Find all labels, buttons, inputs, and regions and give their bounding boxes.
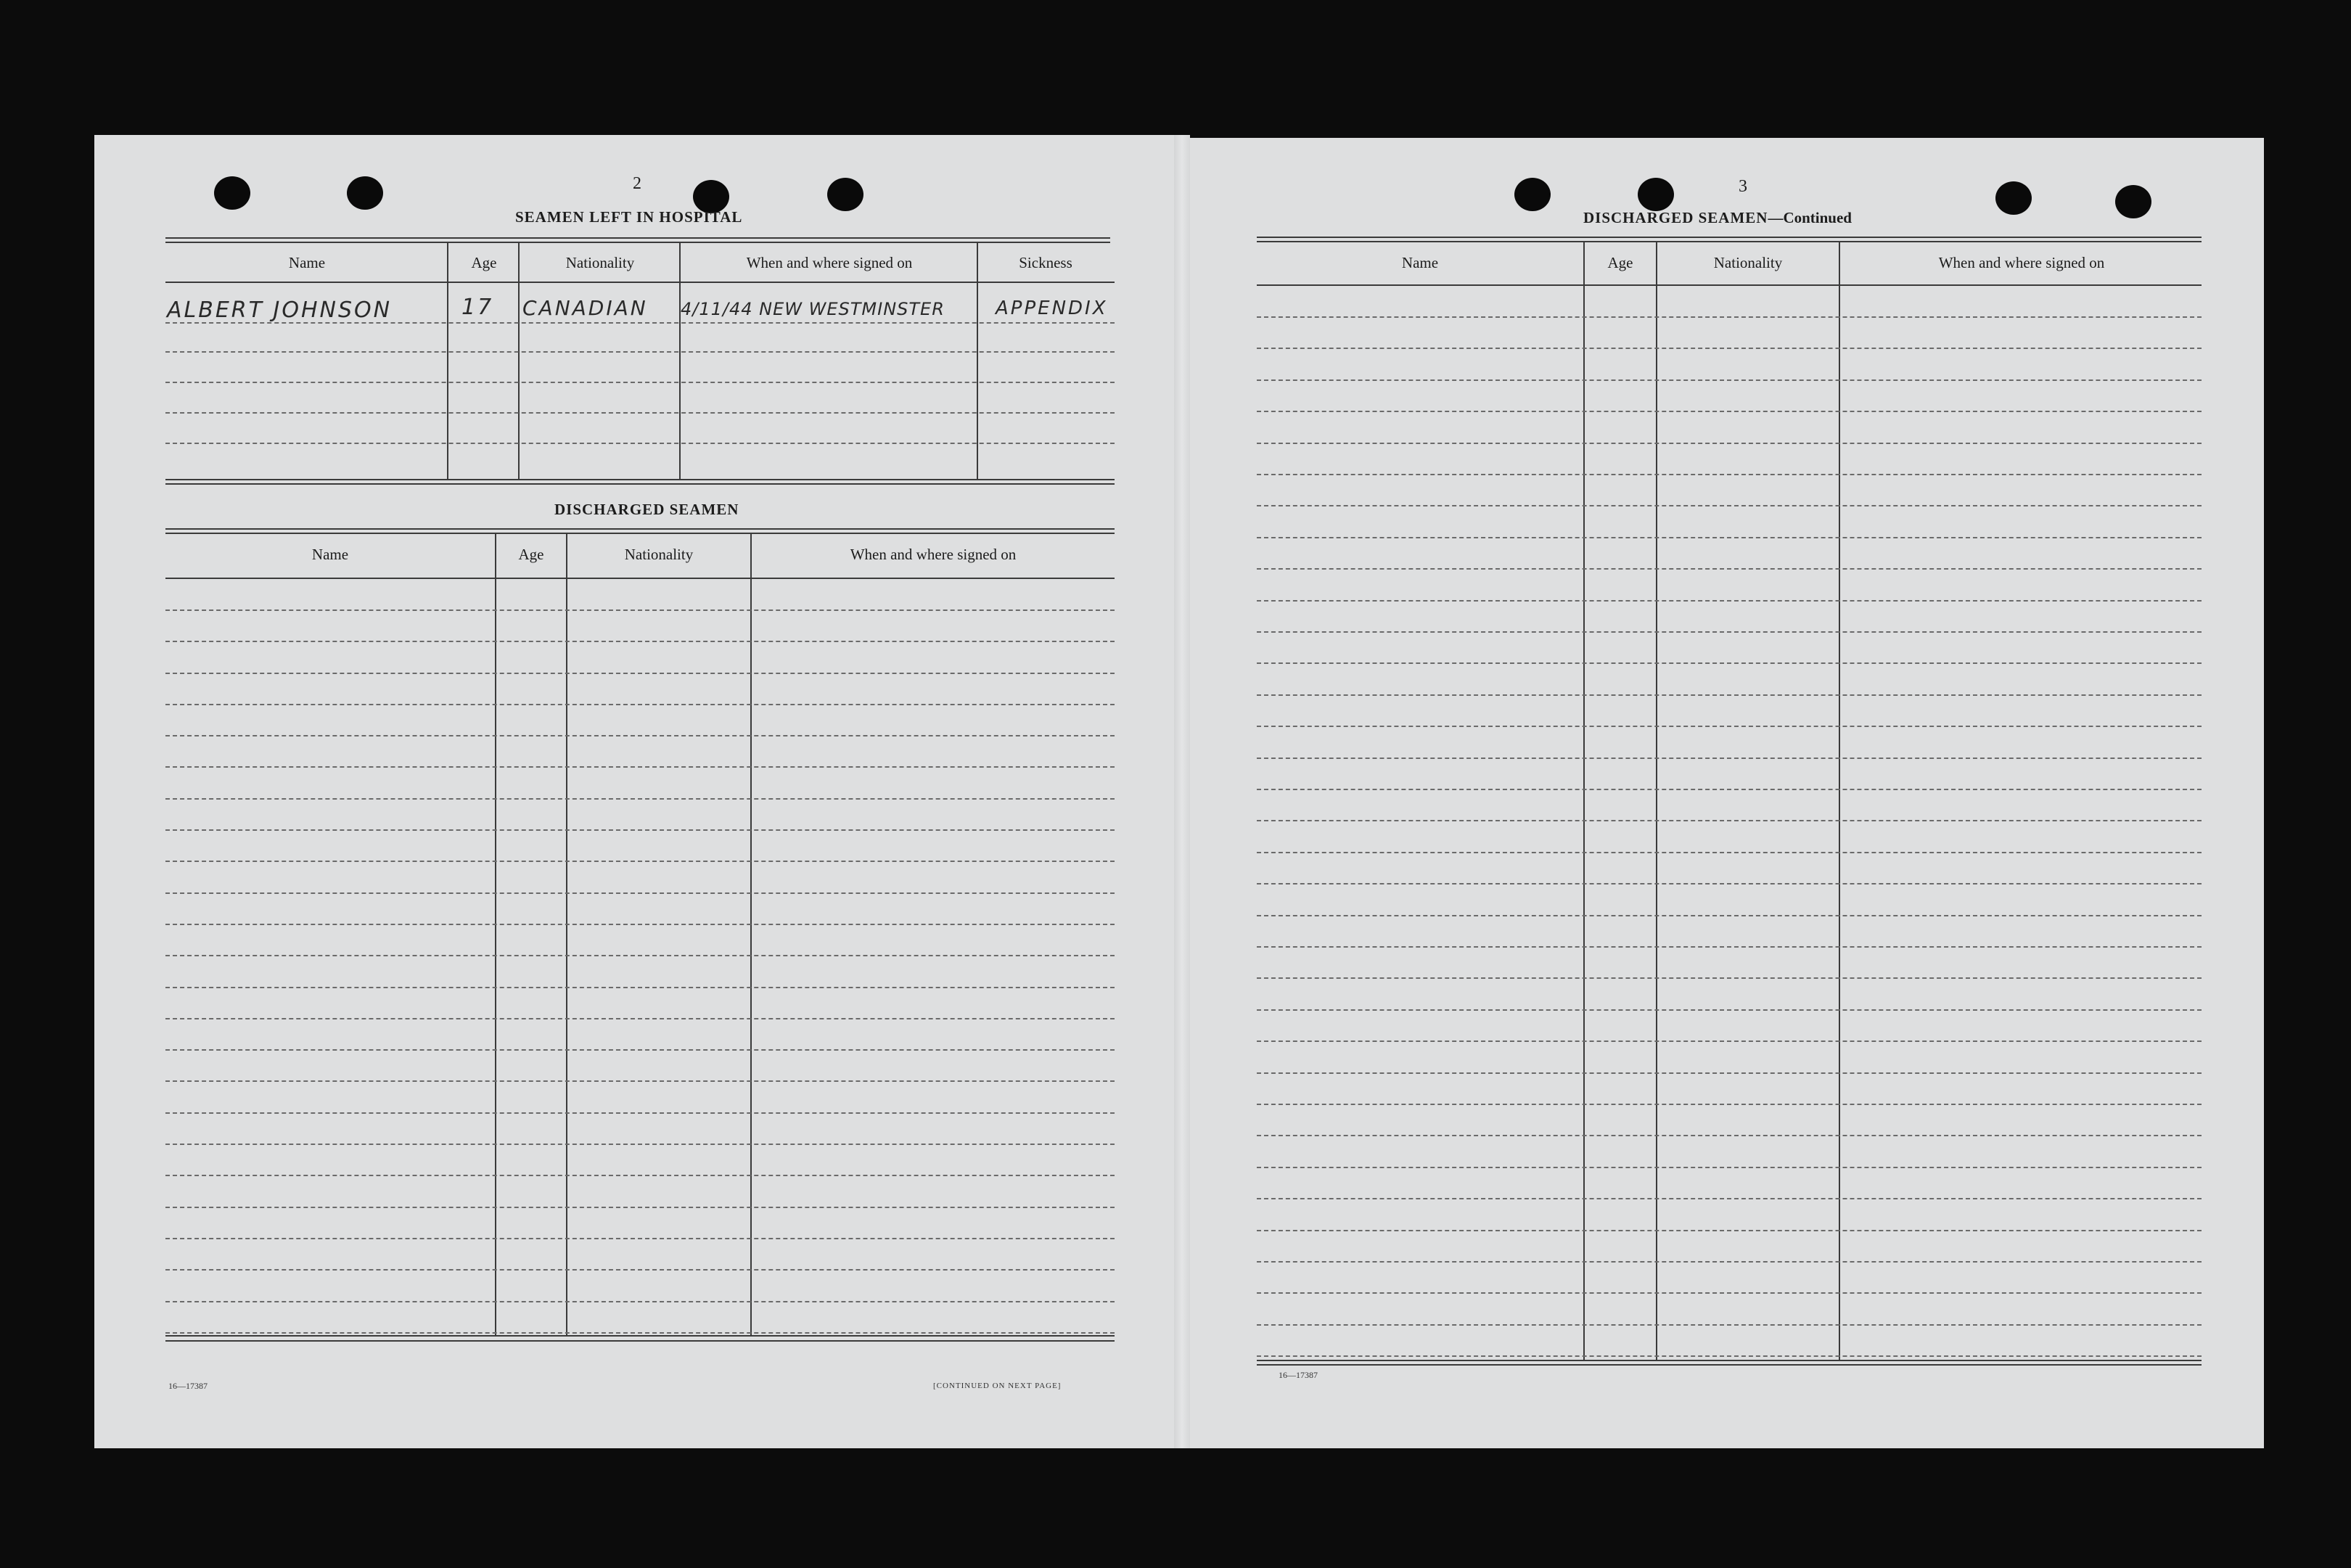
page-number-left: 2 <box>633 174 641 193</box>
entry-line <box>165 443 1115 444</box>
entry-line <box>1257 348 2202 349</box>
entry-line <box>165 798 1115 800</box>
entry-line <box>1257 1324 2202 1326</box>
entry-line <box>165 1144 1115 1145</box>
col-divider <box>566 534 567 1335</box>
col-divider <box>977 243 978 480</box>
entry-line <box>1257 568 2202 570</box>
discharged-col-signed-on: When and where signed on <box>850 546 1017 563</box>
footer-form-number-right: 16—17387 <box>1279 1370 1318 1380</box>
entry-line <box>165 766 1115 768</box>
punch-hole <box>2115 185 2151 218</box>
rule <box>165 528 1115 530</box>
discharged-section-title: DISCHARGED SEAMEN <box>554 501 739 518</box>
entry-line <box>1257 758 2202 759</box>
entry-line <box>1257 820 2202 821</box>
right-page <box>1183 138 2264 1448</box>
entry-line <box>1257 694 2202 696</box>
col-divider <box>447 243 448 480</box>
entry-line <box>165 641 1115 642</box>
rule <box>1257 284 2202 286</box>
punch-hole <box>1514 178 1551 211</box>
col-divider <box>495 534 496 1335</box>
rule <box>165 483 1115 485</box>
right-section-title-main: DISCHARGED SEAMEN <box>1583 209 1768 226</box>
right-col-age: Age <box>1607 254 1633 271</box>
entry-line <box>165 829 1115 831</box>
entry-line <box>165 1080 1115 1082</box>
footer-form-number-left: 16—17387 <box>168 1381 208 1391</box>
hospital-entry-sickness: APPENDIX <box>996 297 1108 319</box>
entry-line <box>1257 505 2202 506</box>
entry-line <box>165 1018 1115 1019</box>
entry-line <box>1257 1167 2202 1168</box>
punch-hole <box>1995 181 2032 215</box>
col-divider <box>679 243 681 480</box>
entry-line <box>1257 1355 2202 1357</box>
discharged-col-age: Age <box>518 546 544 563</box>
hospital-entry-signed-on: 4/11/44 NEW WESTMINSTER <box>681 299 945 319</box>
rule <box>165 1340 1115 1342</box>
hospital-col-name: Name <box>288 254 326 271</box>
entry-line <box>1257 1072 2202 1074</box>
rule <box>165 1335 1115 1337</box>
entry-line <box>1257 1009 2202 1011</box>
rule <box>165 237 1110 239</box>
entry-line <box>1257 1198 2202 1199</box>
page-number-right: 3 <box>1739 177 1747 196</box>
entry-line <box>1257 789 2202 790</box>
entry-line <box>165 735 1115 736</box>
rule <box>1257 237 2202 238</box>
left-page <box>94 135 1183 1448</box>
rule <box>165 242 1110 243</box>
hospital-col-age: Age <box>471 254 497 271</box>
rule <box>165 533 1115 534</box>
punch-hole <box>827 178 863 211</box>
hospital-col-signed-on: When and where signed on <box>746 254 913 271</box>
punch-hole <box>214 176 250 210</box>
entry-line <box>1257 631 2202 633</box>
right-col-signed-on: When and where signed on <box>1938 254 2105 271</box>
entry-line <box>1257 662 2202 664</box>
entry-line <box>165 351 1115 353</box>
entry-line <box>165 955 1115 956</box>
entry-line <box>1257 1135 2202 1136</box>
hospital-entry-age: 17 <box>461 295 494 320</box>
right-section-title-suffix: —Continued <box>1768 209 1852 226</box>
right-col-name: Name <box>1401 254 1439 271</box>
rule <box>165 479 1115 480</box>
entry-line <box>1257 600 2202 602</box>
entry-line <box>165 609 1115 611</box>
entry-line <box>1257 379 2202 381</box>
entry-line <box>165 1207 1115 1208</box>
rule <box>165 578 1115 579</box>
entry-line <box>1257 977 2202 979</box>
entry-line <box>165 1112 1115 1114</box>
entry-line <box>1257 411 2202 412</box>
entry-line <box>165 892 1115 894</box>
entry-line <box>1257 915 2202 916</box>
rule <box>1257 241 2202 242</box>
entry-line <box>1257 1292 2202 1294</box>
entry-line <box>165 1175 1115 1176</box>
col-divider <box>750 534 752 1335</box>
footer-continued: [CONTINUED ON NEXT PAGE] <box>933 1382 1062 1390</box>
punch-hole <box>1638 178 1674 211</box>
hospital-col-sickness: Sickness <box>1019 254 1072 271</box>
entry-line <box>1257 726 2202 727</box>
col-divider <box>518 243 520 480</box>
entry-line <box>1257 946 2202 948</box>
entry-line <box>1257 443 2202 444</box>
entry-line <box>1257 537 2202 538</box>
entry-line <box>165 1332 1115 1334</box>
entry-line <box>165 382 1115 383</box>
page-fold <box>1174 135 1190 1448</box>
entry-line <box>165 412 1115 414</box>
hospital-col-nationality: Nationality <box>565 254 635 271</box>
entry-line <box>165 704 1115 705</box>
entry-line <box>165 1238 1115 1239</box>
hospital-entry-name: ALBERT JOHNSON <box>167 297 393 323</box>
punch-hole <box>347 176 383 210</box>
right-col-nationality: Nationality <box>1713 254 1783 271</box>
rule <box>1257 1364 2202 1366</box>
entry-line <box>165 1269 1115 1271</box>
entry-line <box>1257 1230 2202 1231</box>
discharged-col-nationality: Nationality <box>624 546 694 563</box>
entry-line <box>1257 883 2202 884</box>
entry-line <box>1257 1040 2202 1042</box>
right-section-title <box>1583 209 1852 227</box>
entry-line <box>1257 1104 2202 1105</box>
entry-line <box>165 1301 1115 1302</box>
entry-line <box>165 1049 1115 1051</box>
entry-line <box>1257 1261 2202 1263</box>
entry-line <box>1257 474 2202 475</box>
rule <box>1257 1360 2202 1361</box>
entry-line <box>165 987 1115 988</box>
entry-line <box>165 924 1115 925</box>
entry-line <box>165 861 1115 862</box>
entry-line <box>1257 316 2202 318</box>
rule <box>165 282 1115 283</box>
hospital-section-title: SEAMEN LEFT IN HOSPITAL <box>515 208 743 226</box>
entry-line <box>165 673 1115 674</box>
hospital-entry-nationality: CANADIAN <box>522 296 648 320</box>
entry-line <box>1257 852 2202 853</box>
discharged-col-name: Name <box>311 546 349 563</box>
